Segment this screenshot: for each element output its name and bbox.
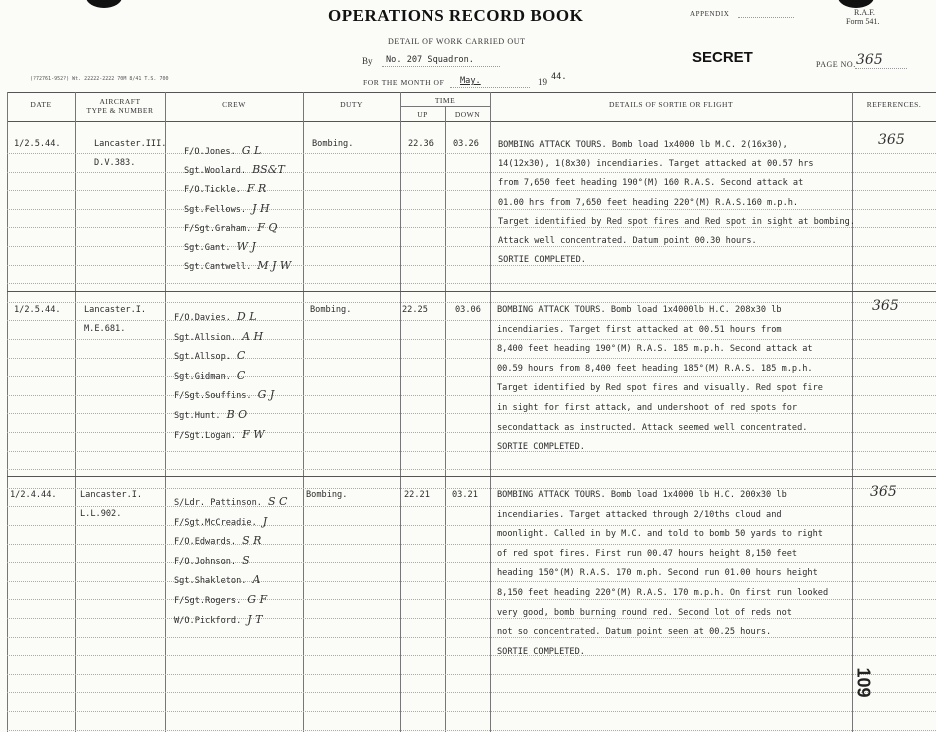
- details-line: in sight for first attack, and undershoot of red spots for: [497, 403, 798, 413]
- crew-name: F/Sgt.Logan.: [174, 431, 237, 441]
- ruled-line: [7, 451, 936, 452]
- details-line: very good, bomb burning round red. Second lot of reds not: [497, 608, 792, 618]
- squadron-underline: [382, 66, 500, 67]
- crew-initials: G L: [241, 144, 262, 157]
- crew-name: Sgt.Cantwell.: [184, 262, 252, 272]
- ruled-line: [7, 172, 936, 173]
- month-value: May.: [460, 76, 481, 86]
- entry-1-reference: 365: [878, 132, 905, 148]
- crew-member: [174, 403, 300, 422]
- entry-3-reference: 365: [870, 484, 897, 500]
- entry-3-date: 1/2.4.44.: [10, 490, 57, 500]
- details-line: 8,400 feet heading 190°(M) R.A.S. 185 m.p.h. Second attack at: [497, 344, 813, 354]
- entry-1-aircraft-type: Lancaster.III.: [94, 139, 167, 149]
- margin-stamp: 109: [853, 667, 874, 698]
- col-line-details: [852, 92, 853, 732]
- entry-2-date: 1/2.5.44.: [14, 305, 61, 315]
- crew-member: [174, 549, 300, 568]
- entry-divider: [7, 476, 936, 477]
- ruled-line: [7, 302, 936, 303]
- crew-initials: C: [236, 369, 246, 382]
- ruled-line: [7, 320, 936, 321]
- ruled-line: [7, 711, 936, 712]
- entry-3-up: 22.21: [404, 490, 430, 500]
- crew-name: Sgt.Shakleton.: [174, 576, 247, 586]
- page-number-underline: [855, 68, 907, 69]
- col-line-crew: [303, 92, 304, 732]
- col-header-date: DATE: [30, 100, 52, 109]
- print-code: (?72761-952?) Wt. 22222-2222 70M 8/41 T.S. 700: [30, 76, 169, 82]
- details-line: incendiaries. Target attacked through 2/10ths cloud and: [497, 510, 782, 520]
- crew-initials: A: [252, 573, 261, 586]
- crew-member: [174, 305, 300, 324]
- crew-name: Sgt.Woolard.: [184, 166, 247, 176]
- ruled-line: [7, 618, 936, 619]
- details-line: secondattack as instructed. Attack seemed well concentrated.: [497, 423, 808, 433]
- punch-hole-right: [838, 0, 874, 8]
- crew-name: F/O.Jones.: [184, 147, 236, 157]
- details-line: incendiaries. Target first attacked at 00.51 hours from: [497, 325, 782, 335]
- details-line: moonlight. Called in by M.C. and told to bomb 50 yards to right: [497, 529, 823, 539]
- crew-name: Sgt.Hunt.: [174, 411, 221, 421]
- page-number-label: PAGE NO.: [816, 60, 856, 69]
- crew-member: [174, 608, 300, 627]
- details-line: from 7,650 feet heading 190°(M) 160 R.A.S. Second attack at: [498, 178, 804, 188]
- entry-2-aircraft-number: M.E.681.: [84, 324, 126, 334]
- col-line-duty: [400, 92, 401, 732]
- squadron-name: No. 207 Squadron.: [386, 55, 474, 65]
- secret-label: SECRET: [692, 49, 753, 66]
- appendix-label: APPENDIX: [690, 10, 730, 18]
- entry-1-down: 03.26: [453, 139, 479, 149]
- ruled-line: [7, 395, 936, 396]
- col-line-aircraft: [165, 92, 166, 732]
- details-line: 00.59 hours from 8,400 feet heading 185°(M) R.A.S. 185 m.p.h.: [497, 364, 813, 374]
- crew-name: S/Ldr. Pattinson.: [174, 498, 262, 508]
- crew-initials: B O: [226, 408, 248, 421]
- details-line: SORTIE COMPLETED.: [498, 255, 586, 265]
- entry-divider: [7, 291, 936, 292]
- crew-name: F/O.Johnson.: [174, 557, 237, 567]
- crew-initials: F W: [242, 428, 265, 441]
- ruled-line: [7, 265, 936, 266]
- crew-initials: J: [262, 515, 268, 528]
- entry-3-duty: Bombing.: [306, 490, 348, 500]
- details-line: BOMBING ATTACK TOURS. Bomb load 1x4000 lb H.C. 200x30 lb: [497, 490, 787, 500]
- crew-initials: J H: [252, 202, 270, 215]
- details-line: BOMBING ATTACK TOURS. Bomb load 1x4000 lb M.C. 2(16x30),: [498, 140, 788, 150]
- details-line: BOMBING ATTACK TOURS. Bomb load 1x4000lb H.C. 208x30 lb: [497, 305, 782, 315]
- crew-name: F/O.Tickle.: [184, 185, 241, 195]
- crew-member: [184, 254, 300, 273]
- entry-2-duty: Bombing.: [310, 305, 352, 315]
- ruled-line: [7, 209, 936, 210]
- crew-member: [174, 423, 300, 442]
- table-top-border: [7, 92, 936, 93]
- entry-2-aircraft-type: Lancaster.I.: [84, 305, 147, 315]
- ruled-line: [7, 283, 936, 284]
- punch-hole-left: [86, 0, 122, 8]
- page-subtitle: DETAIL OF WORK CARRIED OUT: [388, 37, 526, 46]
- crew-initials: BS&T: [252, 163, 285, 176]
- details-line: Target identified by Red spot fires and visually. Red spot fire: [497, 383, 823, 393]
- details-line: 8,150 feet heading 220°(M) R.A.S. 170 m.p.h. On first run looked: [497, 588, 829, 598]
- entry-1-aircraft-number: D.V.383.: [94, 158, 136, 168]
- crew-name: Sgt.Fellows.: [184, 205, 247, 215]
- crew-name: F/O.Davies.: [174, 313, 231, 323]
- ruled-line: [7, 190, 936, 191]
- crew-member: [174, 344, 300, 363]
- ruled-line: [7, 376, 936, 377]
- col-header-crew: CREW: [222, 100, 246, 109]
- ruled-line: [7, 581, 936, 582]
- crew-member: [184, 177, 300, 196]
- month-underline: [450, 87, 530, 88]
- crew-initials: M J W: [257, 259, 292, 272]
- col-header-down: DOWN: [454, 110, 481, 119]
- details-line: of red spot fires. First run 00.47 hours height 8,150 feet: [497, 549, 798, 559]
- page-number: 365: [856, 52, 883, 68]
- crew-initials: W J: [236, 240, 256, 253]
- ruled-line: [7, 525, 936, 526]
- ruled-line: [7, 413, 936, 414]
- entry-2-down: 03.06: [455, 305, 481, 315]
- crew-member: [184, 216, 300, 235]
- crew-member: [184, 197, 300, 216]
- col-header-aircraft: AIRCRAFT TYPE & NUMBER: [86, 97, 154, 115]
- crew-initials: S C: [267, 495, 288, 508]
- crew-initials: G F: [247, 593, 268, 606]
- ruled-line: [7, 730, 936, 731]
- col-line-time: [490, 92, 491, 732]
- ruled-line: [7, 637, 936, 638]
- ruled-line: [7, 655, 936, 656]
- ruled-line: [7, 339, 936, 340]
- ruled-line: [7, 674, 936, 675]
- crew-initials: A H: [242, 330, 264, 343]
- entry-1-date: 1/2.5.44.: [14, 139, 61, 149]
- ruled-line: [7, 544, 936, 545]
- details-line: SORTIE COMPLETED.: [497, 647, 585, 657]
- crew-member: [174, 383, 300, 402]
- crew-name: Sgt.Allsop.: [174, 352, 231, 362]
- ruled-line: [7, 227, 936, 228]
- entry-1-up: 22.36: [408, 139, 434, 149]
- crew-name: Sgt.Gidman.: [174, 372, 231, 382]
- crew-initials: F R: [246, 182, 267, 195]
- crew-initials: S: [242, 554, 250, 567]
- crew-name: F/Sgt.Rogers.: [174, 596, 242, 606]
- ruled-line: [7, 692, 936, 693]
- header-bottom-border: [7, 121, 936, 122]
- crew-name: W/O.Pickford.: [174, 616, 242, 626]
- ruled-line: [7, 599, 936, 600]
- ruled-line: [7, 246, 936, 247]
- entry-3-aircraft-number: L.L.902.: [80, 509, 122, 519]
- col-header-duty: DUTY: [340, 100, 363, 109]
- entry-1-duty: Bombing.: [312, 139, 354, 149]
- details-line: Attack well concentrated. Datum point 00.30 hours.: [498, 236, 757, 246]
- crew-member: [174, 588, 300, 607]
- entry-2-reference: 365: [872, 298, 899, 314]
- ruled-line: [7, 153, 936, 154]
- crew-name: F/Sgt.Graham.: [184, 224, 252, 234]
- month-line: FOR THE MONTH OF: [363, 78, 445, 87]
- crew-member: [174, 364, 300, 383]
- crew-member: [174, 490, 300, 509]
- col-header-references: REFERENCES.: [866, 100, 922, 109]
- ruled-line: [7, 469, 936, 470]
- raf-form-label: R.A.F. Form 541.: [846, 8, 880, 26]
- crew-member: [174, 325, 300, 344]
- entry-2-up: 22.25: [402, 305, 428, 315]
- crew-member: [184, 235, 300, 254]
- details-line: SORTIE COMPLETED.: [497, 442, 585, 452]
- appendix-line: [738, 17, 794, 18]
- crew-name: F/O.Edwards.: [174, 537, 237, 547]
- crew-name: Sgt.Gant.: [184, 243, 231, 253]
- col-header-details: DETAILS OF SORTIE OR FLIGHT: [608, 100, 734, 109]
- crew-initials: D L: [236, 310, 257, 323]
- ruled-line: [7, 358, 936, 359]
- crew-initials: C: [236, 349, 246, 362]
- details-line: heading 150°(M) R.A.S. 170 m.ph. Second run 01.00 hours height: [497, 568, 818, 578]
- page-title: OPERATIONS RECORD BOOK: [328, 6, 584, 25]
- entry-3-down: 03.21: [452, 490, 478, 500]
- ruled-line: [7, 488, 936, 489]
- crew-name: F/Sgt.Souffins.: [174, 391, 252, 401]
- col-line-left: [7, 92, 8, 732]
- crew-initials: G J: [257, 388, 275, 401]
- entry-3-aircraft-type: Lancaster.I.: [80, 490, 143, 500]
- details-line: not so concentrated. Datum point seen at 00.25 hours.: [497, 627, 772, 637]
- crew-member: [174, 568, 300, 587]
- crew-initials: J T: [247, 613, 263, 626]
- details-line: 01.00 hrs from 7,650 feet heading 220°(M) R.A.S.160 m.p.h.: [498, 198, 799, 208]
- crew-member: [174, 529, 300, 548]
- details-line: Target identified by Red spot fires and Red spot in sight at bombing.: [498, 217, 855, 227]
- year-prefix: 19: [538, 77, 547, 87]
- squadron-line: By: [362, 56, 373, 66]
- col-header-time: TIME: [434, 96, 456, 105]
- crew-initials: F Q: [257, 221, 278, 234]
- crew-member: [184, 158, 300, 177]
- crew-member: [174, 510, 300, 529]
- crew-name: Sgt.Allsion.: [174, 333, 237, 343]
- year-value: 44.: [551, 72, 567, 82]
- col-line-date: [75, 92, 76, 732]
- col-header-up: UP: [417, 110, 428, 119]
- col-line-time-split: [445, 106, 446, 732]
- ruled-line: [7, 506, 936, 507]
- crew-member: [184, 139, 300, 158]
- ruled-line: [7, 562, 936, 563]
- crew-initials: S R: [242, 534, 262, 547]
- crew-name: F/Sgt.McCreadie.: [174, 518, 257, 528]
- details-line: 14(12x30), 1(8x30) incendiaries. Target attacked at 00.57 hrs: [498, 159, 814, 169]
